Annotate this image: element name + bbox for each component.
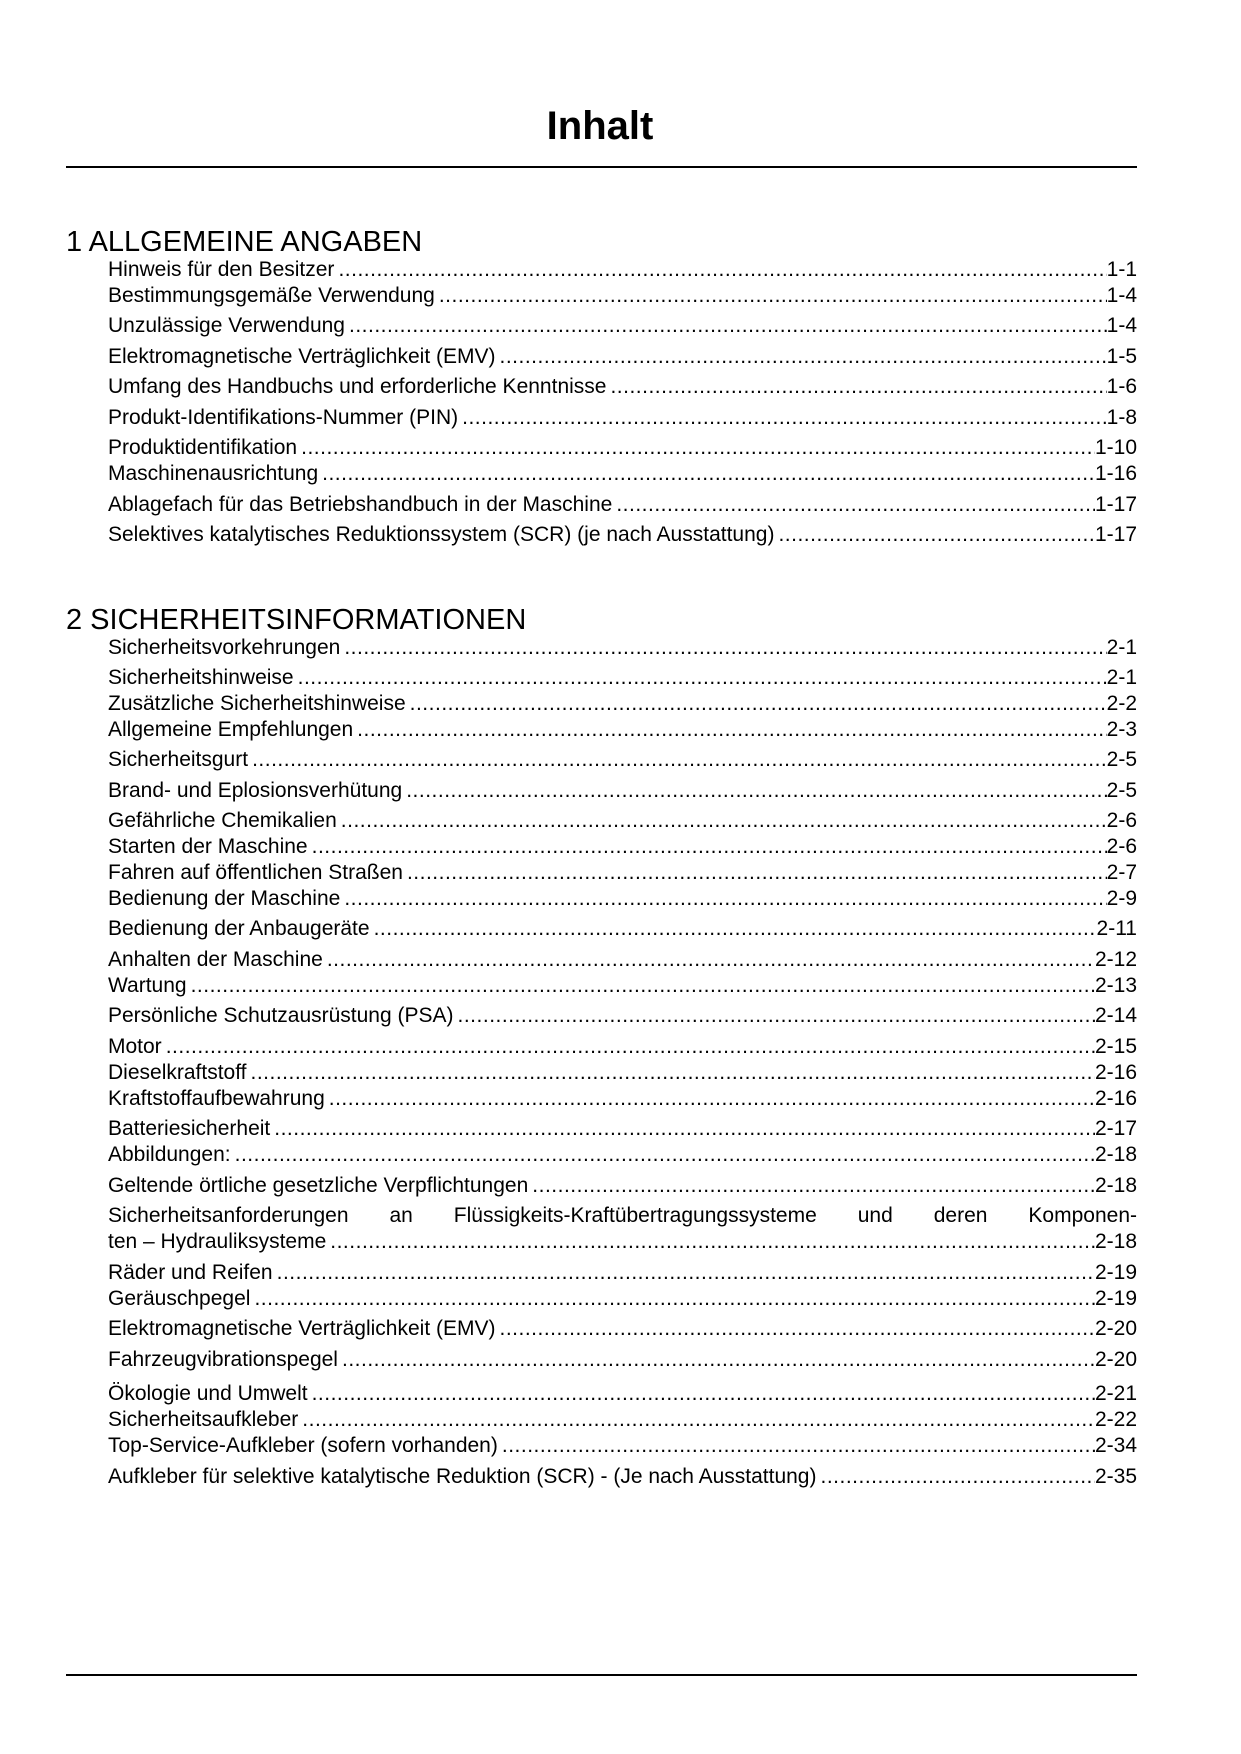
dot-leader: [294, 664, 1107, 691]
toc-entry-title: Bedienung der Anbaugeräte: [108, 917, 370, 940]
toc-entry[interactable]: [108, 1285, 1137, 1312]
dot-leader: [606, 373, 1106, 400]
toc-page-number: 2-35: [1094, 1465, 1137, 1488]
dot-leader: [338, 1346, 1095, 1373]
toc-entry-title: Fahren auf öffentlichen Straßen: [108, 861, 403, 884]
toc-entry-title: Geräuschpegel: [108, 1287, 251, 1310]
toc-page-number: 2-12: [1094, 948, 1137, 971]
toc-page-number: 1-16: [1094, 462, 1137, 485]
dot-leader: [325, 1085, 1095, 1112]
toc-entry-title: Fahrzeugvibrationspegel: [108, 1348, 338, 1371]
dot-leader: [250, 1285, 1095, 1312]
toc-entry[interactable]: [108, 343, 1137, 370]
chapter-heading: 1 ALLGEMEINE ANGABEN: [66, 226, 423, 258]
toc-entry[interactable]: [108, 1115, 1137, 1142]
toc-entry[interactable]: [108, 1172, 1137, 1199]
toc-entry[interactable]: [108, 404, 1137, 431]
toc-entry[interactable]: [108, 1346, 1137, 1373]
toc-entry[interactable]: [108, 460, 1137, 487]
dot-leader: [326, 1228, 1095, 1255]
toc-entry-title: Umfang des Handbuchs und erforderliche Kenntnisse: [108, 375, 607, 398]
toc-entry[interactable]: [108, 1380, 1137, 1407]
dot-leader: [323, 946, 1095, 973]
toc-entry-title: Maschinenausrichtung: [108, 462, 319, 485]
toc-page-number: 2-6: [1106, 809, 1137, 832]
toc-entry-title: Kraftstoffaufbewahrung: [108, 1087, 325, 1110]
dot-leader: [231, 1141, 1095, 1168]
dot-leader: [435, 282, 1107, 309]
dot-leader: [458, 404, 1107, 431]
toc-entry[interactable]: [108, 634, 1137, 661]
dot-leader: [498, 1432, 1095, 1459]
toc-entry[interactable]: [108, 312, 1137, 339]
toc-entry-title: ten – Hydrauliksysteme: [108, 1230, 327, 1253]
toc-entry-title: Bestimmungsgemäße Verwendung: [108, 284, 435, 307]
toc-page-number: 2-17: [1094, 1117, 1137, 1140]
dot-leader: [528, 1172, 1095, 1199]
toc-entry[interactable]: [108, 777, 1137, 804]
footer-divider: [66, 1674, 1137, 1676]
toc-page-number: 2-20: [1094, 1348, 1137, 1371]
dot-leader: [297, 434, 1095, 461]
dot-leader: [340, 885, 1106, 912]
toc-entry-title: Gefährliche Chemikalien: [108, 809, 337, 832]
toc-page-number: 2-20: [1094, 1317, 1137, 1340]
toc-entry[interactable]: [108, 746, 1137, 773]
toc-entry[interactable]: [108, 946, 1137, 973]
dot-leader: [370, 915, 1097, 942]
toc-entry[interactable]: [108, 1141, 1137, 1168]
toc-page-number: 2-13: [1094, 974, 1137, 997]
toc-entry-title: Sicherheitsgurt: [108, 748, 249, 771]
toc-entry-title: Elektromagnetische Verträglichkeit (EMV): [108, 1317, 496, 1340]
toc-entry-title: Anhalten der Maschine: [108, 948, 323, 971]
dot-leader: [298, 1406, 1095, 1433]
toc-page-number: 2-2: [1106, 692, 1137, 715]
dot-leader: [403, 859, 1107, 886]
toc-page-number: 1-10: [1094, 436, 1137, 459]
toc-entry-title: Geltende örtliche gesetzliche Verpflichtungen: [108, 1174, 529, 1197]
toc-page-number: 2-5: [1106, 779, 1137, 802]
toc-entry[interactable]: [108, 491, 1137, 518]
dot-leader: [187, 972, 1095, 999]
dot-leader: [496, 343, 1107, 370]
toc-entry-title: Selektives katalytisches Reduktionssystem (SCR) (je nach Ausstattung): [108, 523, 775, 546]
toc-entry[interactable]: [108, 1085, 1137, 1112]
toc-page-number: 1-17: [1094, 493, 1137, 516]
toc-entry-title: Sicherheitsvorkehrungen: [108, 636, 341, 659]
toc-entry[interactable]: [108, 282, 1137, 309]
dot-leader: [406, 690, 1107, 717]
dot-leader: [337, 807, 1107, 834]
toc-entry[interactable]: [108, 521, 1137, 548]
toc-page-number: 2-5: [1106, 748, 1137, 771]
toc-page-number: 1-17: [1094, 523, 1137, 546]
toc-entry-title: Sicherheitsanforderungen an Flüssigkeits-Kraftübertragungssysteme und deren Komponen-: [108, 1204, 1137, 1227]
toc-page-number: 2-11: [1096, 917, 1137, 940]
toc-page-number: 2-22: [1094, 1408, 1137, 1431]
toc-entry-title: Starten der Maschine: [108, 835, 308, 858]
toc-entry-title: Unzulässige Verwendung: [108, 314, 345, 337]
toc-page-number: 2-34: [1094, 1434, 1137, 1457]
toc-page-number: 2-14: [1094, 1004, 1137, 1027]
dot-leader: [612, 491, 1095, 518]
toc-page-number: 1-1: [1106, 258, 1137, 281]
toc-entry[interactable]: [108, 1228, 1137, 1255]
toc-page-number: 2-1: [1106, 666, 1137, 689]
toc-entry[interactable]: [108, 1259, 1137, 1286]
toc-entry-title: Batteriesicherheit: [108, 1117, 271, 1140]
toc-page-number: 1-5: [1106, 345, 1137, 368]
dot-leader: [774, 521, 1095, 548]
toc-page-number: 2-18: [1094, 1174, 1137, 1197]
toc-entry[interactable]: [108, 885, 1137, 912]
toc-entry-title: Aufkleber für selektive katalytische Reduktion (SCR) - (Je nach Ausstattung): [108, 1465, 817, 1488]
toc-page-number: 2-9: [1106, 887, 1137, 910]
dot-leader: [270, 1115, 1095, 1142]
toc-entry-title: Räder und Reifen: [108, 1261, 273, 1284]
toc-entry-title: Abbildungen:: [108, 1143, 231, 1166]
dot-leader: [454, 1002, 1095, 1029]
toc-entry[interactable]: [108, 373, 1137, 400]
toc-entry[interactable]: [108, 972, 1137, 999]
toc-entry[interactable]: [108, 833, 1137, 860]
toc-page-number: 2-1: [1106, 636, 1137, 659]
toc-entry-title: Hinweis für den Besitzer: [108, 258, 335, 281]
toc-entry[interactable]: [108, 915, 1137, 942]
dot-leader: [308, 1380, 1095, 1407]
chapter-heading: 2 SICHERHEITSINFORMATIONEN: [66, 604, 527, 636]
toc-entry[interactable]: [108, 1315, 1137, 1342]
dot-leader: [273, 1259, 1095, 1286]
toc-entry-title: Ökologie und Umwelt: [108, 1382, 308, 1405]
toc-entry[interactable]: [108, 807, 1137, 834]
toc-page-number: 2-15: [1094, 1035, 1137, 1058]
dot-leader: [248, 746, 1107, 773]
header-divider: [66, 166, 1137, 168]
toc-entry-title: Brand- und Eplosionsverhütung: [108, 779, 403, 802]
toc-entry[interactable]: [108, 434, 1137, 461]
toc-entry-title: Bedienung der Maschine: [108, 887, 341, 910]
toc-entry-title: Persönliche Schutzausrüstung (PSA): [108, 1004, 454, 1027]
toc-entry-title: Motor: [108, 1035, 162, 1058]
toc-entry-title: Sicherheitsaufkleber: [108, 1408, 299, 1431]
dot-leader: [318, 460, 1095, 487]
toc-page-number: 2-18: [1094, 1143, 1137, 1166]
toc-entry-title: Wartung: [108, 974, 187, 997]
dot-leader: [162, 1033, 1095, 1060]
toc-entry-title: Dieselkraftstoff: [108, 1061, 247, 1084]
toc-entry-title: Sicherheitshinweise: [108, 666, 294, 689]
toc-entry-title: Top-Service-Aufkleber (sofern vorhanden): [108, 1434, 498, 1457]
dot-leader: [816, 1463, 1094, 1490]
dot-leader: [496, 1315, 1095, 1342]
toc-page-number: 2-18: [1094, 1230, 1137, 1253]
toc-entry[interactable]: [108, 1059, 1137, 1086]
toc-entry-title: Produktidentifikation: [108, 436, 298, 459]
toc-entry[interactable]: [108, 256, 1137, 283]
page-title: Inhalt: [546, 104, 654, 148]
toc-entry[interactable]: [108, 1463, 1137, 1490]
toc-entry[interactable]: [108, 1033, 1137, 1060]
toc-page-number: 2-19: [1094, 1261, 1137, 1284]
toc-entry-title: Ablagefach für das Betriebshandbuch in der Maschine: [108, 493, 613, 516]
toc-page-number: 2-16: [1094, 1061, 1137, 1084]
toc-page-number: 2-3: [1106, 718, 1137, 741]
toc-entry[interactable]: [108, 1432, 1137, 1459]
toc-entry[interactable]: [108, 1002, 1137, 1029]
dot-leader: [340, 634, 1106, 661]
toc-page-number: 2-21: [1094, 1382, 1137, 1405]
toc-entry-title: Elektromagnetische Verträglichkeit (EMV): [108, 345, 496, 368]
toc-page-number: 1-8: [1106, 406, 1137, 429]
toc-entry-title: Produkt-Identifikations-Nummer (PIN): [108, 406, 459, 429]
dot-leader: [247, 1059, 1095, 1086]
toc-entry-title: Allgemeine Empfehlungen: [108, 718, 354, 741]
toc-entry[interactable]: [108, 716, 1137, 743]
dot-leader: [345, 312, 1107, 339]
toc-page-number: 1-4: [1106, 284, 1137, 307]
toc-entry[interactable]: [108, 1406, 1137, 1433]
dot-leader: [402, 777, 1106, 804]
toc-page-number: 1-4: [1106, 314, 1137, 337]
toc-entry[interactable]: [108, 664, 1137, 691]
dot-leader: [334, 256, 1106, 283]
toc-entry[interactable]: [108, 690, 1137, 717]
toc-page-number: 2-6: [1106, 835, 1137, 858]
toc-entry[interactable]: [108, 859, 1137, 886]
toc-page-number: 2-16: [1094, 1087, 1137, 1110]
dot-leader: [308, 833, 1107, 860]
toc-page-number: 2-19: [1094, 1287, 1137, 1310]
dot-leader: [353, 716, 1106, 743]
toc-page-number: 2-7: [1106, 861, 1137, 884]
toc-entry-title: Zusätzliche Sicherheitshinweise: [108, 692, 406, 715]
toc-page-number: 1-6: [1106, 375, 1137, 398]
